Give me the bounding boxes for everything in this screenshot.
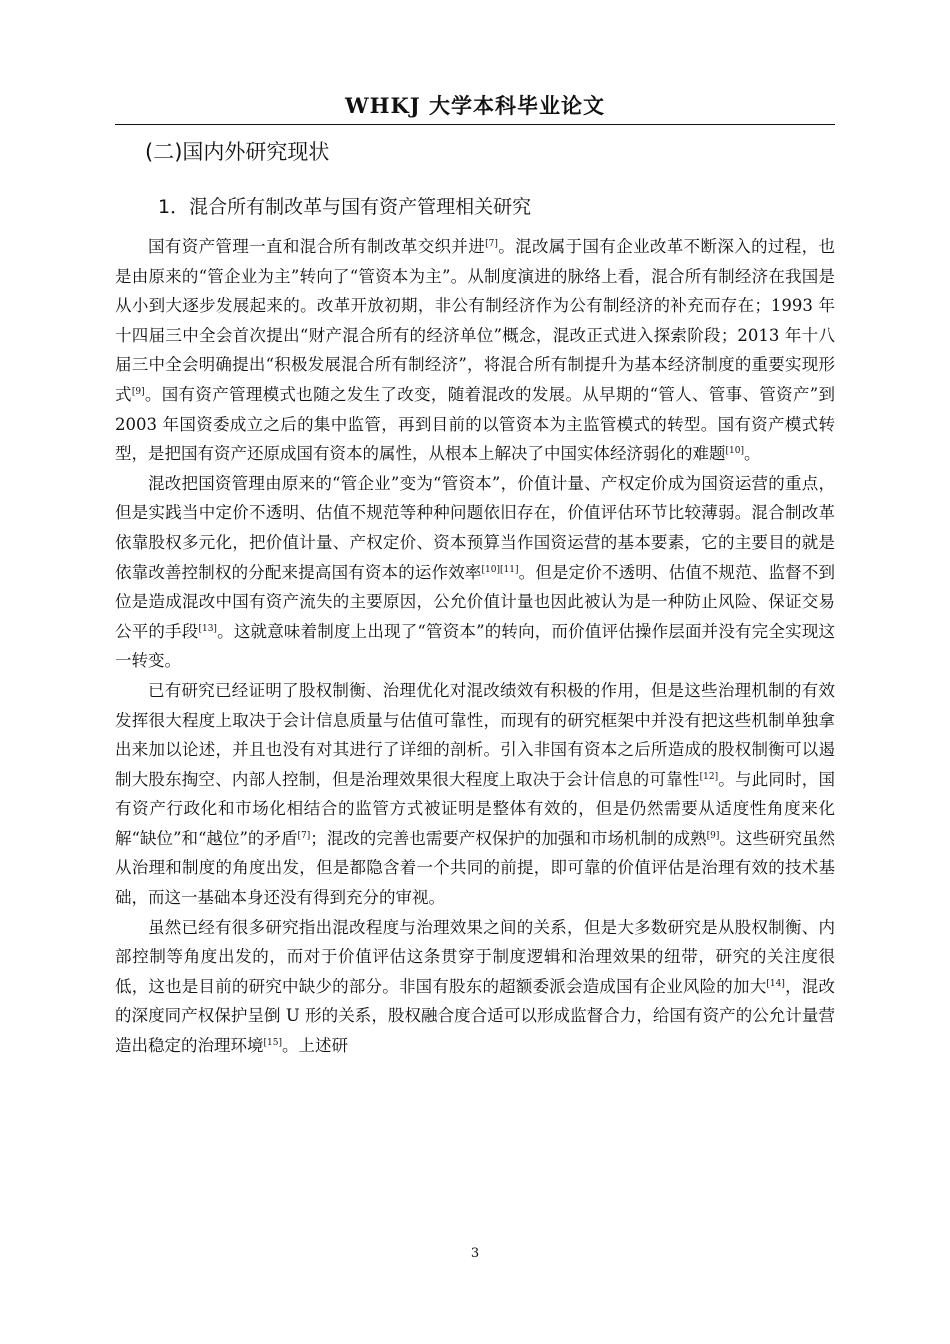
- text-run: 国有资产管理一直和混合所有制改革交织并进: [148, 237, 486, 256]
- text-run: 混改把国资管理由原来的“管企业”变为“管资本”，价值计量、产权定价成为国资运营的重点，但是实践当中定价不透明、估值不规范等种种问题依旧存在，价值评估环节比较薄弱。混合制改革依靠股权多元化，把价值计量、产权定价、资本预算当作国资运营的基本要素，它的主要目的就是依靠改善控制权的分配来提高国有资本的运作效率: [115, 473, 835, 582]
- text-run: 。: [743, 444, 761, 464]
- text-run: ，混改的深度同产权保护呈倒 U 形的关系，股权融合度合适可以形成监督合力，给国有资产的公允计量营造出稳定的治理环境: [115, 976, 836, 1056]
- section-heading: (二)国内外研究现状: [145, 140, 330, 164]
- citation: [9]: [706, 830, 720, 841]
- text-run: 。混改属于国有企业改革不断深入的过程，也是由原来的“管企业为主”转向了“管资本为主”。从制度演进的脉络上看，混合所有制经济在我国是从小到大逐步发展起来的。改革开放初期，非公有制经济作为公有制经济的补充而存在；1993 年十四届三中全会首次提出“财产混合所有的经济单位”概念，混改正式进入探索阶段；2013 年十八届三中全会明确提出“积极发展混合所有制经济”，将混合所有制提升为基本经济制度的重要实现形式: [115, 237, 836, 404]
- paragraph: [115, 232, 835, 469]
- citation: [13]: [198, 623, 217, 634]
- text-run: 。这些研究虽然从治理和制度的角度出发，但是都隐含着一个共同的前提，即可靠的价值评估是治理有效的技术基础，而这一基础本身还没有得到充分的审视。: [115, 828, 836, 908]
- running-header: WHKJ 大学本科毕业论文: [345, 93, 605, 118]
- paragraph: [115, 913, 835, 1061]
- text-run: 。国有资产管理模式也随之发生了改变，随着混改的发展。从早期的“管人、管事、管资产”到 2003 年国资委成立之后的集中监管，再到目前的以管资本为主监管模式的转型。国有资产模式转型，是把国有资产还原成国有资本的属性，从根本上解决了中国实体经济弱化的难题: [115, 384, 836, 464]
- subsection-heading: 1．混合所有制改革与国有资产管理相关研究: [158, 196, 532, 218]
- citation: [7]: [297, 830, 311, 841]
- body-text: [115, 232, 835, 1061]
- citation: [10][11]: [481, 564, 519, 575]
- citation: [7]: [485, 239, 498, 249]
- page-number: 3: [470, 1246, 480, 1261]
- citation: [9]: [131, 386, 145, 397]
- citation: [10]: [725, 446, 744, 457]
- paragraph: [115, 676, 835, 913]
- citation: [14]: [766, 978, 785, 989]
- text-run: 已有研究已经证明了股权制衡、治理优化对混改绩效有积极的作用，但是这些治理机制的有效发挥很大程度上取决于会计信息质量与估值可靠性，而现有的研究框架中并没有把这些机制单独拿出来加以论述，并且也没有对其进行了详细的剖析。引入非国有资本之后所造成的股权制衡可以遏制大股东掏空、内部人控制，但是治理效果很大程度上取决于会计信息的可靠性: [115, 680, 835, 789]
- paragraph: [115, 469, 835, 676]
- text-run: ；混改的完善也需要产权保护的加强和市场机制的成熟: [310, 828, 707, 848]
- citation: [15]: [263, 1038, 282, 1049]
- text-run: 。但是定价不透明、估值不规范、监督不到位是造成混改中国有资产流失的主要原因，公允价值计量也因此被认为是一种防止风险、保证交易公平的手段: [115, 562, 836, 641]
- text-run: 。这就意味着制度上出现了“管资本”的转向，而价值评估操作层面并没有完全实现这一转变。: [115, 621, 836, 671]
- text-run: 。与此同时，国有资产行政化和市场化相结合的监管方式被证明是整体有效的，但是仍然需要从适度性角度来化解“缺位”和“越位”的矛盾: [115, 769, 836, 848]
- header-divider: [115, 124, 835, 125]
- text-run: 。上述研: [281, 1036, 348, 1056]
- citation: [12]: [699, 771, 719, 782]
- text-run: 虽然已经有很多研究指出混改程度与治理效果之间的关系，但是大多数研究是从股权制衡、内部控制等角度出发的，而对于价值评估这条贯穿于制度逻辑和治理效果的纽带，研究的关注度很低，这也是目前的研究中缺少的部分。非国有股东的超额委派会造成国有企业风险的加大: [115, 917, 835, 996]
